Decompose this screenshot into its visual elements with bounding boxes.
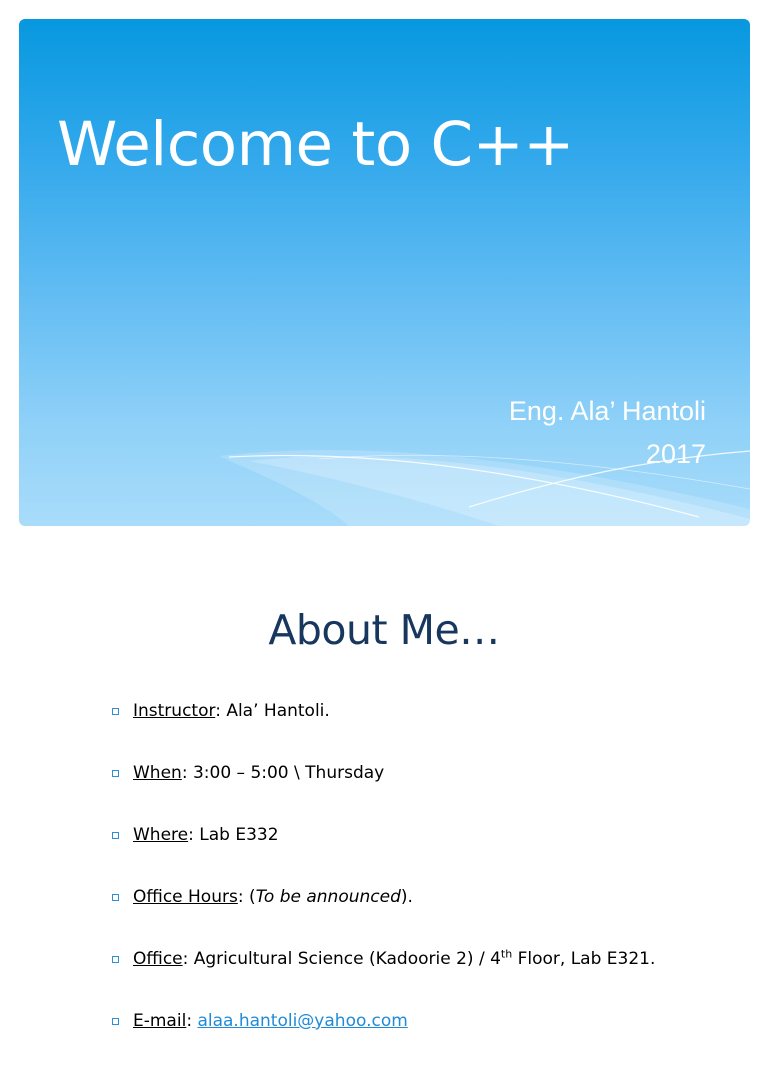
value-office-hours: To be announced: [255, 887, 401, 907]
list-item-office: [112, 942, 655, 1004]
decorative-wave: [19, 19, 750, 526]
slide-title: Welcome to C++: [57, 109, 574, 180]
list-item-instructor: [112, 694, 655, 756]
sep: :: [188, 825, 200, 845]
list-item-when: [112, 756, 655, 818]
sep: :: [181, 763, 193, 783]
ordinal-suffix: th: [500, 947, 513, 961]
sep: :: [215, 701, 227, 721]
label-when: When: [133, 763, 182, 783]
label-instructor: Instructor: [133, 701, 216, 721]
label-email: E-mail: [133, 1011, 187, 1031]
label-office-hours: Office Hours: [133, 887, 238, 907]
sep: :: [237, 887, 249, 907]
email-link[interactable]: alaa.hantoli@yahoo.com: [197, 1011, 408, 1031]
value-when: 3:00 – 5:00 \ Thursday: [192, 763, 385, 783]
value-office-b: Floor, Lab E321.: [512, 949, 656, 969]
info-list: [112, 694, 655, 1066]
value-office-a: Agricultural Science (Kadoorie 2) / 4: [193, 949, 501, 969]
list-item-email: [112, 1004, 655, 1066]
bullet-icon: [112, 770, 119, 777]
paren-close: ).: [400, 887, 413, 907]
about-heading: About Me…: [268, 606, 500, 654]
year: 2017: [645, 439, 706, 469]
list-item-office-hours: [112, 880, 655, 942]
sep: :: [186, 1011, 198, 1031]
label-where: Where: [133, 825, 189, 845]
value-instructor: Ala’ Hantoli.: [226, 701, 330, 721]
bullet-icon: [112, 956, 119, 963]
title-slide: [19, 19, 750, 526]
label-office: Office: [133, 949, 183, 969]
bullet-icon: [112, 832, 119, 839]
bullet-icon: [112, 894, 119, 901]
list-item-where: [112, 818, 655, 880]
sep: :: [182, 949, 194, 969]
author-name: Eng. Ala’ Hantoli: [508, 396, 706, 426]
bullet-icon: [112, 708, 119, 715]
value-where: Lab E332: [199, 825, 279, 845]
paren-open: (: [248, 887, 256, 907]
